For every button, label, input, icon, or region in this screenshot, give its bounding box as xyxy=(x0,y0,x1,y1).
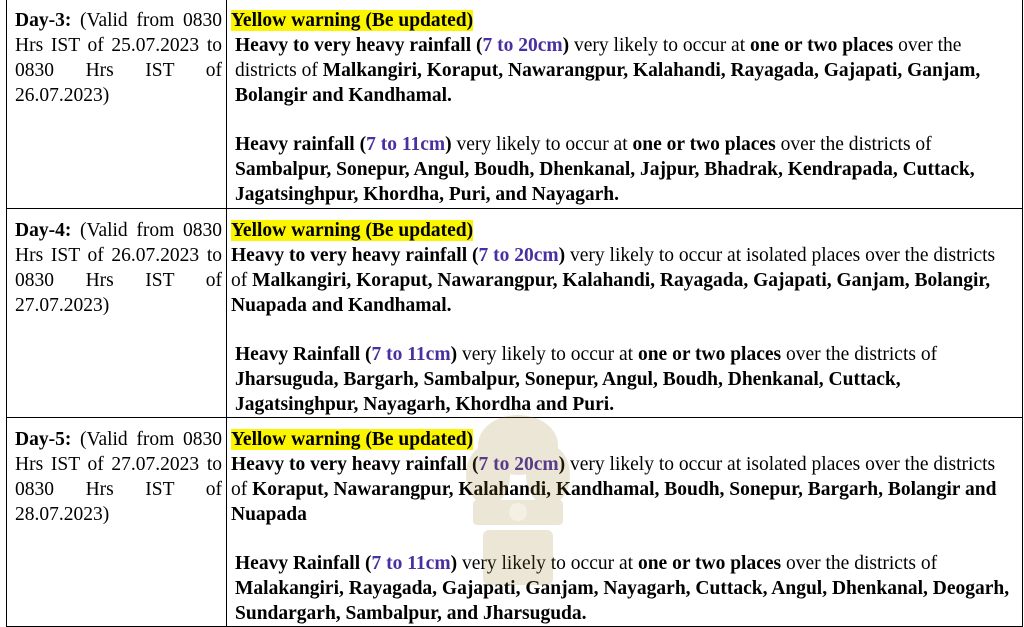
district-list: Malkangiri, Koraput, Nawarangpur, Kalahandi, Rayagada, Gajapati, Ganjam, Bolangir, Nuapada and Kandhamal. xyxy=(231,270,991,316)
district-warning-table xyxy=(6,0,1023,627)
district-list: Malkangiri, Koraput, Nawarangpur, Kalahandi, Rayagada, Gajapati, Ganjam, Bolangir and Kandhamal. xyxy=(235,60,981,106)
district-list: Sambalpur, Sonepur, Angul, Boudh, Dhenkanal, Jajpur, Bhadrak, Kendrapada, Cuttack, Jagatsinghpur, Khordha, Puri, and Nayagarh. xyxy=(235,159,975,205)
forecast-paragraph: Heavy to very heavy rainfall (7 to 20cm) very likely to occur at one or two places over the districts of Malkangiri, Koraput, Nawarangpur, Kalahandi, Rayagada, Gajapati, Ganjam, Bolangir and Kandhamal. xyxy=(235,35,981,106)
district-list: Malakangiri, Rayagada, Gajapati, Ganjam, Nayagarh, Cuttack, Angul, Dhenkanal, Deogarh, Sundargarh, Sambalpur, and Jharsuguda. xyxy=(235,578,1010,624)
warning-cell xyxy=(227,0,1023,209)
day-cell xyxy=(7,418,227,627)
rainfall-amount: 7 to 20cm xyxy=(482,35,563,56)
forecast-paragraph: Heavy rainfall (7 to 11cm) very likely to occur at one or two places over the districts of Sambalpur, Sonepur, Angul, Boudh, Dhenkanal, Jajpur, Bhadrak, Kendrapada, Cuttack, Jagatsinghpur, Khordha, Puri, and Nayagarh. xyxy=(235,134,975,205)
warning-badge: Yellow warning (Be updated) xyxy=(231,220,474,241)
day-label: Day-5: xyxy=(15,429,72,450)
validity-text: (Valid from 0830 Hrs IST of 27.07.2023 to 0830 Hrs IST of 28.07.2023) xyxy=(15,429,222,525)
rainfall-amount: 7 to 11cm xyxy=(371,344,451,365)
district-list: Koraput, Nawarangpur, Kalahandi, Kandhamal, Boudh, Sonepur, Bargarh, Bolangir and Nuapada xyxy=(231,479,997,525)
warning-cell xyxy=(227,418,1023,627)
table-row xyxy=(7,418,1023,627)
rainfall-amount: 7 to 20cm xyxy=(478,245,559,266)
forecast-paragraph: Heavy Rainfall (7 to 11cm) very likely to occur at one or two places over the districts of Jharsuguda, Bargarh, Sambalpur, Sonepur, Angul, Boudh, Dhenkanal, Cuttack, Jagatsinghpur, Nayagarh, Khordha and Puri. xyxy=(235,344,938,415)
rainfall-amount: 7 to 11cm xyxy=(366,134,446,155)
warning-badge: Yellow warning (Be updated) xyxy=(231,429,474,450)
forecast-paragraph: Heavy Rainfall (7 to 11cm) very likely to occur at one or two places over the districts of Malakangiri, Rayagada, Gajapati, Ganjam, Nayagarh, Cuttack, Angul, Dhenkanal, Deogarh, Sundargarh, Sambalpur, and Jharsuguda. xyxy=(235,553,1010,624)
district-list: Jharsuguda, Bargarh, Sambalpur, Sonepur, Angul, Boudh, Dhenkanal, Cuttack, Jagatsinghpur, Nayagarh, Khordha and Puri. xyxy=(235,369,901,415)
validity-text: (Valid from 0830 Hrs IST of 25.07.2023 to 0830 Hrs IST of 26.07.2023) xyxy=(15,10,222,106)
rainfall-amount: 7 to 11cm xyxy=(371,553,451,574)
table-row xyxy=(7,0,1023,209)
forecast-paragraph: Heavy to very heavy rainfall (7 to 20cm) very likely to occur at isolated places over the districts of Malkangiri, Koraput, Nawarangpur, Kalahandi, Rayagada, Gajapati, Ganjam, Bolangir, Nuapada and Kandhamal. xyxy=(231,245,996,316)
day-label: Day-4: xyxy=(15,220,72,241)
day-label: Day-3: xyxy=(15,10,72,31)
day-cell xyxy=(7,0,227,209)
day-cell xyxy=(7,209,227,418)
warning-badge: Yellow warning (Be updated) xyxy=(231,10,474,31)
table-row xyxy=(7,209,1023,418)
forecast-paragraph: Heavy to very heavy rainfall (7 to 20cm) very likely to occur at isolated places over the districts of Koraput, Nawarangpur, Kalahandi, Kandhamal, Boudh, Sonepur, Bargarh, Bolangir and Nuapada xyxy=(231,454,997,525)
validity-text: (Valid from 0830 Hrs IST of 26.07.2023 to 0830 Hrs IST of 27.07.2023) xyxy=(15,220,222,316)
warning-cell xyxy=(227,209,1023,418)
rainfall-amount: 7 to 20cm xyxy=(478,454,559,475)
